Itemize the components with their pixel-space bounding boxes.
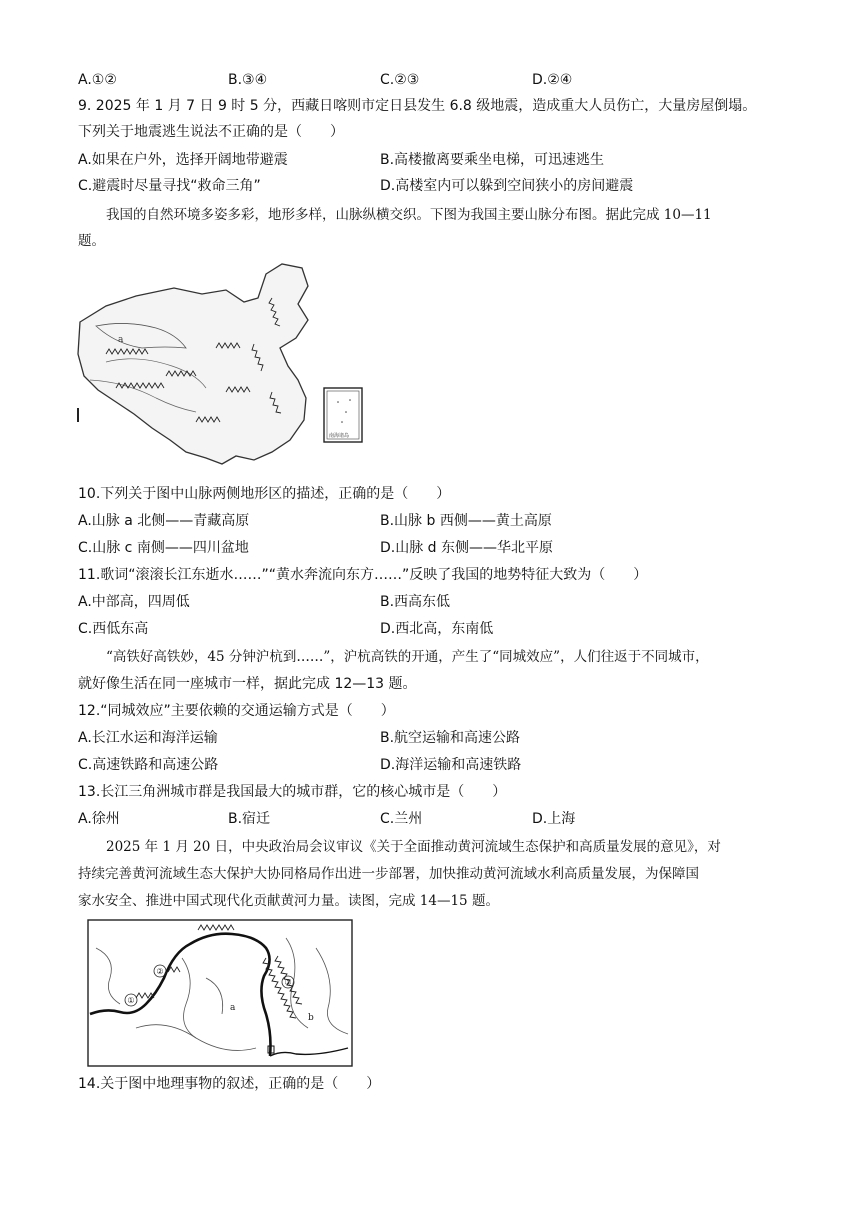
q12-option-a: A.长江水运和海洋运输 (78, 730, 218, 746)
q12-option-d: D.海洋运输和高速铁路 (380, 757, 522, 773)
q11-option-d: D.西北高，东南低 (380, 621, 494, 637)
yellow-river-map (86, 918, 354, 1068)
q13-option-c: C.兰州 (380, 811, 423, 827)
q13-stem: 13.长江三角洲城市群是我国最大的城市群，它的核心城市是（ ） (78, 784, 507, 800)
q11-stem: 11.歌词“滚滚长江东逝水……”“黄水奔流向东方……”反映了我国的地势特征大致为（ ） (78, 567, 648, 583)
q11-option-a: A.中部高，四周低 (78, 594, 190, 610)
china-mountains-map (76, 262, 366, 472)
map2-label-1: ① (127, 996, 135, 1005)
q12-stem: 12.“同城效应”主要依赖的交通运输方式是（ ） (78, 703, 395, 719)
q10-option-c: C.山脉 c 南侧——四川盆地 (78, 540, 249, 556)
q9-option-b: B.高楼撤离要乘坐电梯，可迅速逃生 (380, 152, 605, 168)
q8-option-a: A.①② (78, 72, 117, 88)
q9-option-d: D.高楼室内可以躲到空间狭小的房间避震 (380, 178, 634, 194)
map2-label-b: b (308, 1013, 314, 1023)
q9-stem-line1: 9. 2025 年 1 月 7 日 9 时 5 分，西藏日喀则市定日县发生 6.8 级地震，造成重大人员伤亡，大量房屋倒塌。 (78, 98, 757, 114)
q9-stem-line2: 下列关于地震逃生说法不正确的是（ ） (78, 124, 344, 140)
passage3-line1: 2025 年 1 月 20 日，中央政治局会议审议《关于全面推动黄河流域生态保护和高质量发展的意见》，对 (106, 839, 721, 855)
q10-stem: 10.下列关于图中山脉两侧地形区的描述，正确的是（ ） (78, 486, 451, 502)
q9-option-a: A.如果在户外，选择开阔地带避震 (78, 152, 288, 168)
passage2-line2: 就好像生活在同一座城市一样，据此完成 12—13 题。 (78, 676, 417, 692)
q8-option-b: B.③④ (228, 72, 268, 88)
q13-option-b: B.宿迁 (228, 811, 271, 827)
q13-option-a: A.徐州 (78, 811, 120, 827)
q11-option-b: B.西高东低 (380, 594, 451, 610)
map2-label-2: ② (156, 967, 164, 976)
passage1-line1: 我国的自然环境多姿多彩，地形多样，山脉纵横交织。下图为我国主要山脉分布图。据此完成 10—11 (106, 207, 712, 223)
passage3-line3: 家水安全、推进中国式现代化贡献黄河力量。读图，完成 14—15 题。 (78, 893, 499, 909)
passage2-line1: “高铁好高铁妙，45 分钟沪杭到……”，沪杭高铁的开通，产生了“同城效应”，人们往返于不同城市， (106, 649, 709, 665)
passage1-line2: 题。 (78, 233, 105, 249)
q12-option-c: C.高速铁路和高速公路 (78, 757, 219, 773)
q10-option-d: D.山脉 d 东侧——华北平原 (380, 540, 554, 556)
map1-label-a: a (118, 335, 124, 345)
q8-option-c: C.②③ (380, 72, 420, 88)
passage3-line2: 持续完善黄河流域生态大保护大协同格局作出进一步部署，加快推动黄河流域水利高质量发展，为保障国 (78, 866, 699, 882)
map2-label-a: a (230, 1003, 236, 1013)
q11-option-c: C.西低东高 (78, 621, 149, 637)
q14-stem: 14.关于图中地理事物的叙述，正确的是（ ） (78, 1076, 381, 1092)
q10-option-b: B.山脉 b 西侧——黄土高原 (380, 513, 552, 529)
q12-option-b: B.航空运输和高速公路 (380, 730, 521, 746)
q13-option-d: D.上海 (532, 811, 576, 827)
q8-option-d: D.②④ (532, 72, 573, 88)
map1-inset-label: 南海诸岛 (329, 433, 350, 439)
q9-option-c: C.避震时尽量寻找“救命三角” (78, 178, 261, 194)
map2-label-3: ③ (284, 978, 292, 987)
q10-option-a: A.山脉 a 北侧——青藏高原 (78, 513, 250, 529)
